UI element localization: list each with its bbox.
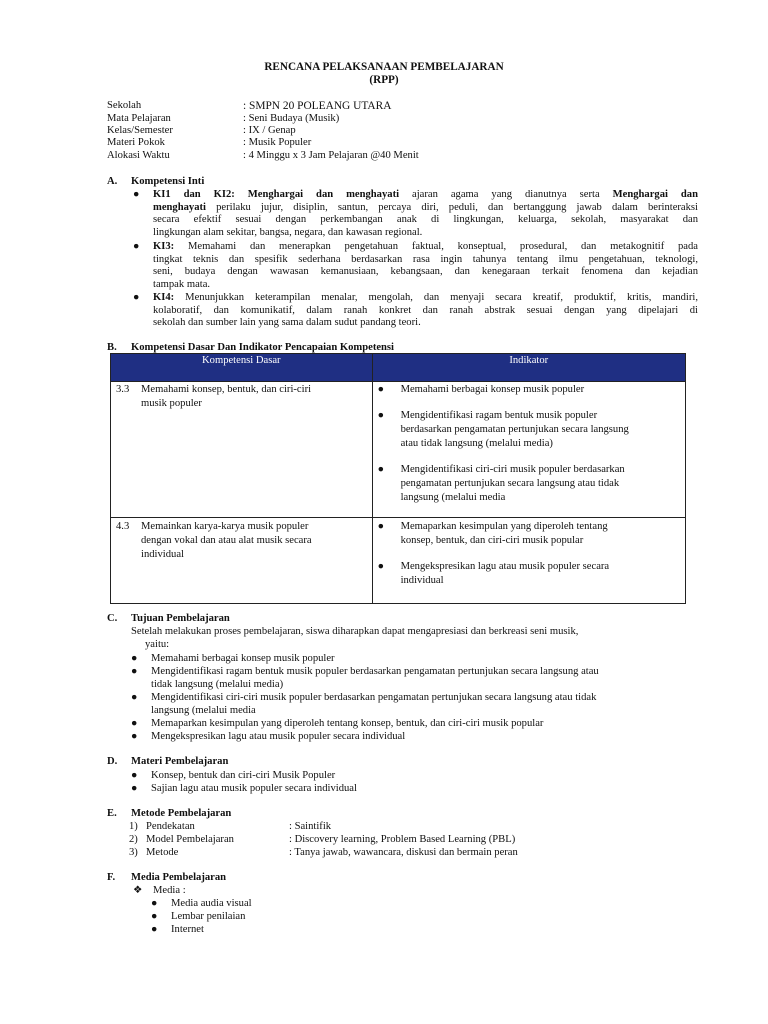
ki12-line: lingkungan alam sekitar, bangsa, negara, dan kawasan regional.	[153, 226, 423, 238]
identity-value: : Musik Populer	[243, 137, 312, 148]
kd-text-line: dengan vokal dan atau alat musik secara	[141, 535, 312, 546]
indicator-line: Memaparkan kesimpulan yang diperoleh tentang	[400, 521, 608, 532]
ki12-line	[153, 189, 698, 202]
indicator-cell	[372, 382, 685, 518]
bullet-icon: ●	[131, 653, 138, 664]
section-f-heading	[107, 872, 226, 885]
ki12-line	[153, 202, 698, 215]
list-item-text: Mengidentifikasi ragam bentuk musik populer berdasarkan pengamatan pertunjukan secara langsung atau	[151, 666, 599, 677]
list-item-value: : Tanya jawab, wawancara, diskusi dan bermain peran	[289, 847, 518, 858]
kd-text-line: individual	[141, 549, 184, 560]
bullet-icon: ●	[377, 464, 384, 475]
ki3-line: tampak mata.	[153, 278, 211, 290]
ki3-text-part: Memahami dan menerapkan pengetahuan faktual, konseptual, prosedural, dan metakognitif pada	[187, 241, 698, 252]
identity-label: Alokasi Waktu	[107, 150, 170, 161]
table-row	[111, 518, 686, 604]
bullet-icon: ●	[131, 731, 138, 742]
section-title: Media Pembelajaran	[131, 872, 227, 883]
ki12-line: secara efektif sesuai dengan perkembangan anak di lingkungan, keluarga, sekolah, masyarakat dan	[153, 214, 698, 226]
bullet-icon: ●	[151, 924, 158, 935]
list-item-text: Memaparkan kesimpulan yang diperoleh tentang konsep, bentuk, dan ciri-ciri musik popular	[151, 718, 544, 729]
diamond-bullet-icon: ❖	[133, 885, 143, 896]
list-item-text: Internet	[171, 924, 204, 935]
table-row	[111, 382, 686, 518]
indicator-line: konsep, bentuk, dan ciri-ciri musik popular	[400, 535, 584, 546]
list-item-label: Metode	[146, 847, 179, 858]
indicator-line: pengamatan pertunjukan secara langsung atau tidak	[400, 478, 620, 489]
ki3-text	[153, 241, 698, 291]
bullet-icon: ●	[131, 770, 138, 781]
section-letter: F.	[107, 872, 116, 883]
identity-label: Mata Pelajaran	[107, 113, 171, 124]
list-item-text: Memahami berbagai konsep musik populer	[151, 653, 335, 664]
indicator-line: Mengidentifikasi ragam bentuk musik populer	[400, 410, 598, 421]
section-title: Tujuan Pembelajaran	[131, 613, 230, 624]
kd-number: 4.3	[116, 521, 130, 532]
bullet-icon: ●	[377, 410, 384, 421]
section-letter: B.	[107, 342, 117, 353]
list-item-text: tidak langsung (melalui media)	[151, 679, 284, 690]
section-letter: C.	[107, 613, 118, 624]
ki12-bold: menghayati	[153, 201, 206, 213]
table-header-kd: Kompetensi Dasar	[111, 354, 373, 382]
identity-value: : SMPN 20 POLEANG UTARA	[243, 100, 392, 112]
identity-label: Sekolah	[107, 100, 142, 111]
indicator-line: Memahami berbagai konsep musik populer	[400, 384, 585, 395]
indicator-line: Mengidentifikasi ciri-ciri musik populer berdasarkan	[400, 464, 625, 475]
ki4-text	[153, 292, 698, 330]
list-item-label: Model Pembelajaran	[146, 834, 234, 845]
kd-text-line: Memainkan karya-karya musik populer	[141, 521, 309, 532]
ki12-text	[153, 189, 698, 239]
tujuan-intro: yaitu:	[145, 639, 170, 650]
bullet-icon: ●	[131, 692, 138, 703]
list-item-text: langsung (melalui media	[151, 705, 256, 716]
section-c-heading	[107, 613, 230, 626]
section-letter: E.	[107, 808, 117, 819]
list-item-label: Pendekatan	[146, 821, 195, 832]
bullet-icon: ●	[131, 666, 138, 677]
ki12-bold: Menghargai dan menghayati	[247, 189, 400, 200]
table-header-indikator: Indikator	[372, 354, 685, 382]
media-heading: Media :	[153, 885, 186, 896]
ki4-line	[153, 292, 698, 305]
section-title: Kompetensi Dasar Dan Indikator Pencapaian Kompetensi	[131, 342, 395, 353]
ki4-label: KI4:	[153, 292, 175, 303]
section-title: Materi Pembelajaran	[131, 756, 229, 767]
ki3-line: seni, budaya dengan wawasan kemanusiaan, kebangsaan, dan kenegaraan terkait fenomena dan kejadian	[153, 266, 698, 278]
section-letter: D.	[107, 756, 118, 767]
table-header-row	[111, 354, 686, 382]
section-a-heading	[107, 176, 204, 189]
list-item-number: 2)	[129, 834, 138, 845]
list-item-text: Konsep, bentuk dan ciri-ciri Musik Populer	[151, 770, 336, 781]
bullet-icon: ●	[377, 521, 384, 532]
ki12-label: KI1 dan KI2:	[153, 189, 235, 200]
list-item-number: 1)	[129, 821, 138, 832]
bullet-icon: ●	[131, 718, 138, 729]
document-title: RENCANA PELAKSANAAN PEMBELAJARAN	[264, 61, 504, 73]
indicator-line: langsung (melalui media	[400, 492, 506, 503]
indicator-line: Mengekspresikan lagu atau musik populer secara	[400, 561, 610, 572]
bullet-icon: ●	[133, 292, 140, 303]
identity-value: : 4 Minggu x 3 Jam Pelajaran @40 Menit	[243, 150, 419, 161]
ki12-text-part: ajaran agama yang dianutnya serta	[412, 189, 600, 200]
kd-cell	[111, 382, 373, 518]
bullet-icon: ●	[377, 561, 384, 572]
identity-label: Materi Pokok	[107, 137, 165, 148]
ki4-line: sekolah dan sumber lain yang sama dalam sudut pandang teori.	[153, 317, 421, 329]
ki4-text-part: Menunjukkan keterampilan menalar, mengolah, dan menyaji secara kreatif, produktif, kritis, mandiri,	[185, 292, 698, 303]
section-title: Metode Pembelajaran	[131, 808, 232, 819]
kd-text-line: Memahami konsep, bentuk, dan ciri-ciri	[141, 384, 312, 395]
indicator-line: atau tidak langsung (melalui media)	[400, 438, 553, 449]
bullet-icon: ●	[133, 241, 140, 252]
ki3-label: KI3:	[153, 241, 175, 252]
list-item-text: Lembar penilaian	[171, 911, 246, 922]
bullet-icon: ●	[131, 783, 138, 794]
ki12-text-part: perilaku jujur, disiplin, santun, percaya diri, peduli, dan bertanggung jawab dalam berinteraksi	[216, 201, 698, 213]
document-subtitle: (RPP)	[369, 74, 399, 86]
kd-number: 3.3	[116, 384, 130, 395]
bullet-icon: ●	[151, 911, 158, 922]
list-item-value: : Discovery learning, Problem Based Learning (PBL)	[289, 834, 516, 845]
ki3-line: tingkat teknis dan spesifik sederhana berdasarkan rasa ingin tahunya tentang ilmu pengetahuan, teknologi,	[153, 253, 698, 265]
kd-text-line: musik populer	[141, 398, 202, 409]
list-item-text: Media audia visual	[171, 898, 252, 909]
section-title: Kompetensi Inti	[131, 176, 205, 187]
section-letter: A.	[107, 176, 118, 187]
kd-indicator-table	[110, 353, 686, 604]
bullet-icon: ●	[151, 898, 158, 909]
list-item-text: Mengekspresikan lagu atau musik populer secara individual	[151, 731, 406, 742]
ki12-bold: Menghargai dan	[612, 189, 698, 200]
identity-value: : IX / Genap	[243, 125, 296, 136]
section-e-heading	[107, 808, 231, 821]
identity-value: : Seni Budaya (Musik)	[243, 113, 340, 124]
indicator-line: individual	[400, 575, 444, 586]
indicator-cell	[372, 518, 685, 604]
bullet-icon: ●	[377, 384, 384, 395]
list-item-text: Mengidentifikasi ciri-ciri musik populer berdasarkan pengamatan pertunjukan secara langsung atau tidak	[151, 692, 597, 703]
list-item-number: 3)	[129, 847, 138, 858]
list-item-value: : Saintifik	[289, 821, 332, 832]
tujuan-intro: Setelah melakukan proses pembelajaran, siswa diharapkan dapat mengapresiasi dan berkreasi seni musik,	[131, 626, 579, 637]
list-item-text: Sajian lagu atau musik populer secara individual	[151, 783, 357, 794]
kd-cell	[111, 518, 373, 604]
ki4-line: kolaboratif, dan komunikatif, dalam ranah konkret dan ranah abstrak sesuai dengan yang dipelajari di	[153, 304, 698, 316]
ki3-line	[153, 241, 698, 254]
section-d-heading	[107, 756, 228, 769]
bullet-icon: ●	[133, 189, 140, 200]
indicator-line: berdasarkan pengamatan pertunjukan secara langsung	[400, 424, 629, 435]
identity-label: Kelas/Semester	[107, 125, 173, 136]
